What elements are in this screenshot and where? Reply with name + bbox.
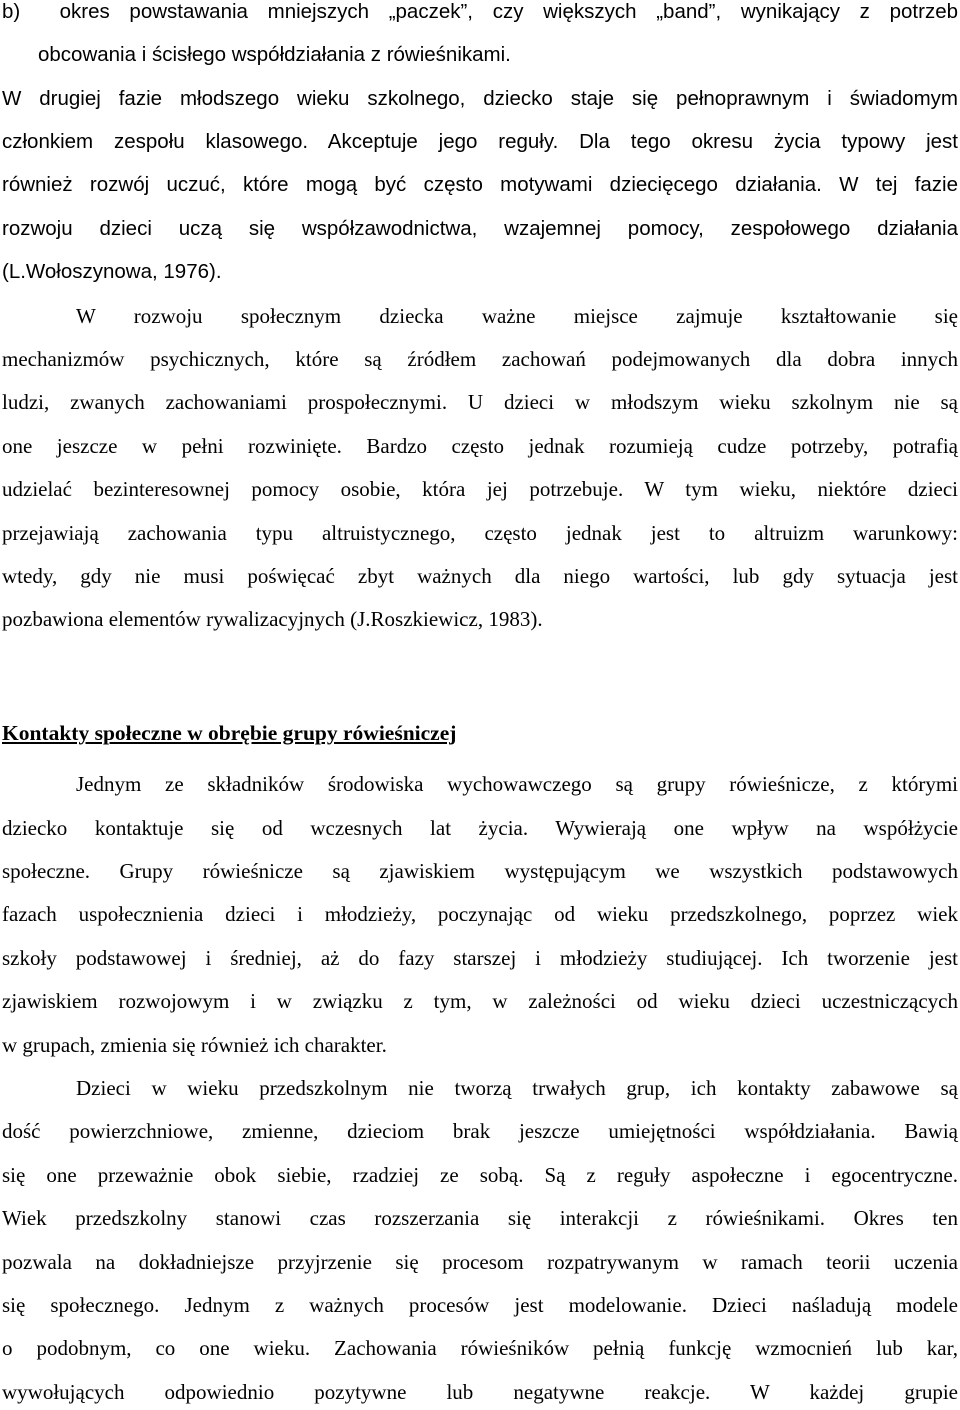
text-line: dziecko kontaktuje się od wczesnych lat życia. Wywierają one wpływ na współżycie [2,816,958,840]
text-line: udzielać bezinteresownej pomocy osobie, która jej potrzebuje. W tym wieku, niektóre dzieci [2,477,958,501]
text-line: również rozwój uczuć, które mogą być często motywami dziecięcego działania. W tej fazie [2,173,958,196]
text-line: dość powierzchniowe, zmienne, dzieciom brak jeszcze umiejętności współdziałania. Bawią [2,1119,958,1143]
text-line: rozwoju dzieci uczą się współzawodnictwa, wzajemnej pomocy, zespołowego działania [2,217,958,240]
text-line: (L.Wołoszynowa, 1976). [2,260,222,283]
text-line: Dzieci w wieku przedszkolnym nie tworzą trwałych grup, ich kontakty zabawowe są [76,1076,958,1100]
text-line: wtedy, gdy nie musi poświęcać zbyt ważnych dla niego wartości, lub gdy sytuacja jest [2,564,958,588]
text-line: fazach uspołecznienia dzieci i młodzieży, poczynając od wieku przedszkolnego, poprzez wiek [2,902,958,926]
text-line: ludzi, zwanych zachowaniami prospołecznymi. U dzieci w młodszym wieku szkolnym nie są [2,390,958,414]
text-line: w grupach, zmienia się również ich charakter. [2,1033,387,1057]
text-line: się społecznego. Jednym z ważnych procesów jest modelowanie. Dzieci naśladują modele [2,1293,958,1317]
text-line: Jednym ze składników środowiska wychowawczego są grupy rówieśnicze, z którymi [76,772,958,796]
text-line: o podobnym, co one wieku. Zachowania rówieśników pełnią funkcję wzmocnień lub kar, [2,1336,958,1360]
text-line: obcowania i ścisłego współdziałania z rówieśnikami. [38,43,511,66]
text-line: pozwala na dokładniejsze przyjrzenie się procesom rozpatrywanym w ramach teorii uczenia [2,1250,958,1274]
text-line: szkoły podstawowej i średniej, aż do fazy starszej i młodzieży studiującej. Ich tworzenie jest [2,946,958,970]
text-line: członkiem zespołu klasowego. Akceptuje jego reguły. Dla tego okresu życia typowy jest [2,130,958,153]
text-line: wywołujących odpowiednio pozytywne lub negatywne reakcje. W każdej grupie [2,1380,958,1404]
section-heading: Kontakty społeczne w obrębie grupy rówieśniczej [2,721,457,745]
text-line: W drugiej fazie młodszego wieku szkolnego, dziecko staje się pełnoprawnym i świadomym [2,87,958,110]
text-line: mechanizmów psychicznych, które są źródłem zachowań podejmowanych dla dobra innych [2,347,958,371]
text-line: b) okres powstawania mniejszych „paczek”, czy większych „band”, wynikający z potrzeb [2,0,958,23]
text-line: Wiek przedszkolny stanowi czas rozszerzania się interakcji z rówieśnikami. Okres ten [2,1206,958,1230]
text-line: przejawiają zachowania typu altruistycznego, często jednak jest to altruizm warunkowy: [2,521,958,545]
text-line: one jeszcze w pełni rozwinięte. Bardzo często jednak rozumieją cudze potrzeby, potrafią [2,434,958,458]
text-line: się one przeważnie obok siebie, rzadziej ze sobą. Są z reguły aspołeczne i egocentryczne. [2,1163,958,1187]
text-line: społeczne. Grupy rówieśnicze są zjawiskiem występującym we wszystkich podstawowych [2,859,958,883]
text-line: W rozwoju społecznym dziecka ważne miejsce zajmuje kształtowanie się [76,304,958,328]
text-line: zjawiskiem rozwojowym i w związku z tym, w zależności od wieku dzieci uczestniczących [2,989,958,1013]
text-line: pozbawiona elementów rywalizacyjnych (J.Roszkiewicz, 1983). [2,607,543,631]
